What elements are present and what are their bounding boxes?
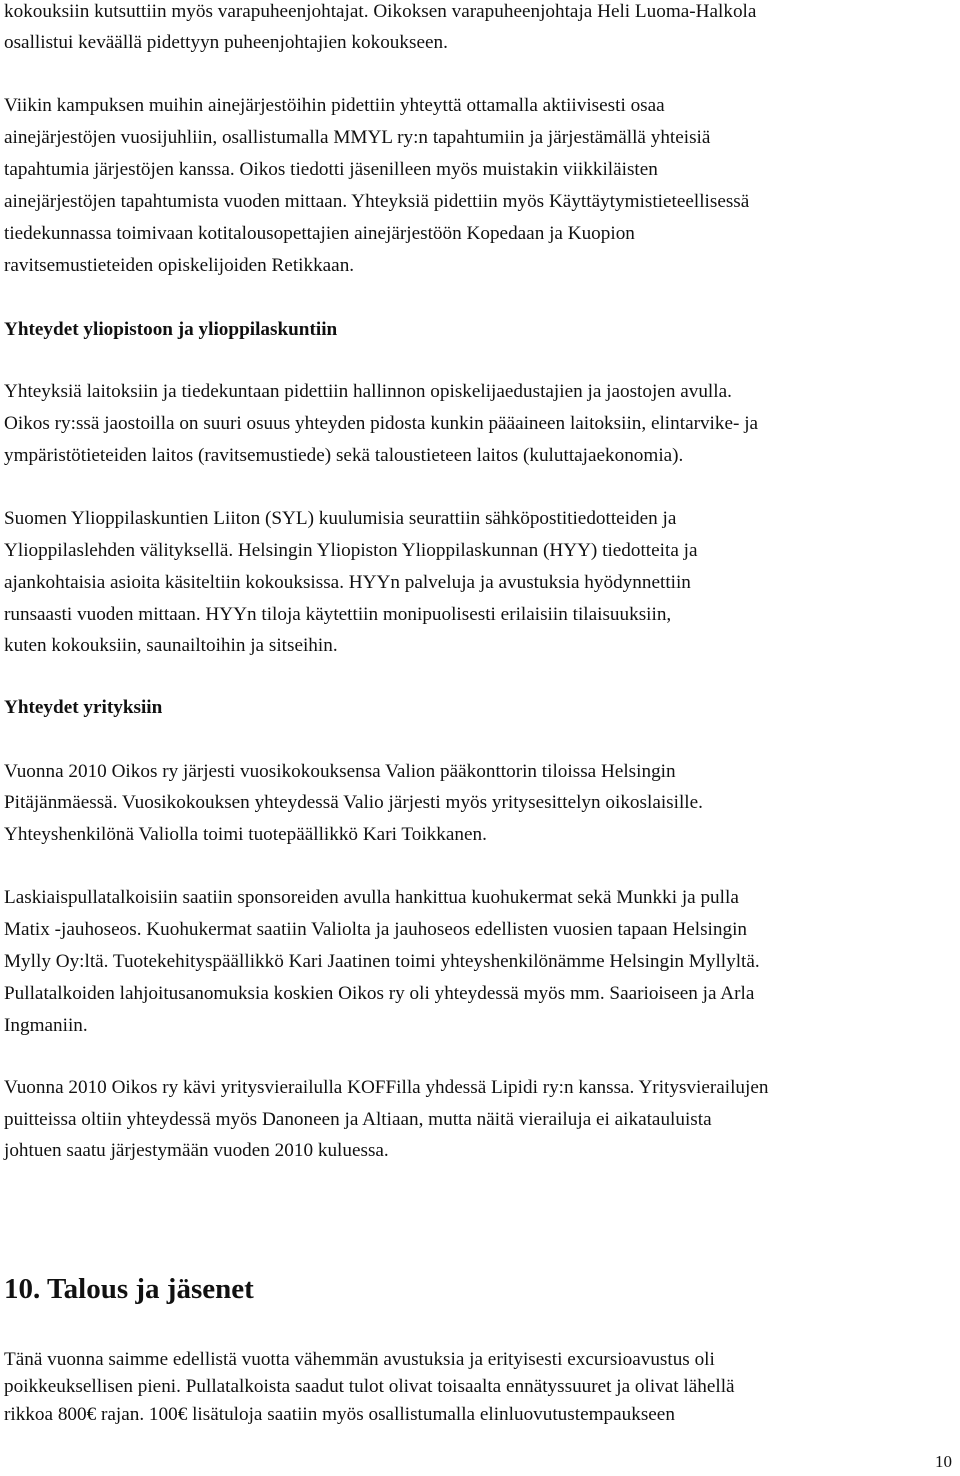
paragraph-line: ravitsemustieteiden opiskelijoiden Retikkaan. [4,255,355,276]
paragraph-line: kuten kokouksiin, saunailtoihin ja sitseihin. [4,635,338,656]
paragraph-line: Laskiaispullatalkoisiin saatiin sponsoreiden avulla hankittua kuohukermat sekä Munkki ja pulla [4,887,739,908]
paragraph-line: tapahtumia järjestöjen kanssa. Oikos tiedotti jäsenilleen myös muistakin viikkiläisten [4,159,658,180]
paragraph-line: osallistui keväällä pidettyyn puheenjohtajien kokoukseen. [4,32,448,53]
paragraph-line: tiedekunnassa toimivaan kotitalousopettajien ainejärjestöön Kopedaan ja Kuopion [4,223,635,244]
paragraph-line: Pitäjänmäessä. Vuosikokouksen yhteydessä Valio järjesti myös yritysesittelyn oikoslaisille. [4,792,703,813]
paragraph-line: Suomen Ylioppilaskuntien Liiton (SYL) kuulumisia seurattiin sähköpostitiedotteiden ja [4,508,677,529]
paragraph-line: puitteissa oltiin yhteydessä myös Danoneen ja Altiaan, mutta näitä vierailuja ei aikatauluista [4,1109,712,1130]
paragraph-line: Ingmaniin. [4,1015,88,1036]
paragraph-line: kokouksiin kutsuttiin myös varapuheenjohtajat. Oikoksen varapuheenjohtaja Heli Luoma-Halkola [4,1,757,22]
paragraph-line: Viikin kampuksen muihin ainejärjestöihin pidettiin yhteyttä ottamalla aktiivisesti osaa [4,95,665,116]
paragraph-line: Matix -jauhoseos. Kuohukermat saatiin Valiolta ja jauhoseos edellisten vuosien tapaan Helsingin [4,919,747,940]
paragraph-line: ajankohtaisia asioita käsiteltiin kokouksissa. HYYn palveluja ja avustuksia hyödynnettiin [4,572,691,593]
page-number: 10 [935,1452,952,1471]
paragraph-line: Yhteyshenkilönä Valiolla toimi tuotepäällikkö Kari Toikkanen. [4,824,487,845]
paragraph-line: Tänä vuonna saimme edellistä vuotta vähemmän avustuksia ja erityisesti excursioavustus oli [4,1349,715,1370]
paragraph-line: Pullatalkoiden lahjoitusanomuksia koskien Oikos ry oli yhteydessä myös mm. Saarioiseen ja Arla [4,983,755,1004]
section-heading: Yhteydet yrityksiin [4,697,163,718]
paragraph-line: rikkoa 800€ rajan. 100€ lisätuloja saatiin myös osallistumalla elinluovutustempaukseen [4,1404,675,1425]
paragraph-line: Oikos ry:ssä jaostoilla on suuri osuus yhteyden pidosta kunkin pääaineen laitoksiin, elintarvike- ja [4,413,759,434]
paragraph-line: ainejärjestöjen tapahtumista vuoden mittaan. Yhteyksiä pidettiin myös Käyttäytymistieteellisessä [4,191,750,212]
paragraph-line: Yhteyksiä laitoksiin ja tiedekuntaan pidettiin hallinnon opiskelijaedustajien ja jaostojen avulla. [4,381,732,402]
chapter-heading: 10. Talous ja jäsenet [4,1273,254,1305]
paragraph-line: johtuen saatu järjestymään vuoden 2010 kuluessa. [4,1140,389,1161]
section-heading: Yhteydet yliopistoon ja ylioppilaskuntiin [4,319,338,340]
paragraph-line: runsaasti vuoden mittaan. HYYn tiloja käytettiin monipuolisesti erilaisiin tilaisuuksiin, [4,604,672,625]
paragraph-line: Vuonna 2010 Oikos ry järjesti vuosikokouksensa Valion pääkonttorin tiloissa Helsingin [4,761,676,782]
paragraph-line: ympäristötieteiden laitos (ravitsemustiede) sekä taloustieteen laitos (kuluttajaekonomia). [4,445,684,466]
paragraph-line: ainejärjestöjen vuosijuhliin, osallistumalla MMYL ry:n tapahtumiin ja järjestämällä yhteisiä [4,127,711,148]
paragraph-line: Ylioppilaslehden välityksellä. Helsingin Yliopiston Ylioppilaskunnan (HYY) tiedotteita ja [4,540,698,561]
paragraph-line: Vuonna 2010 Oikos ry kävi yritysvierailulla KOFFilla yhdessä Lipidi ry:n kanssa. Yritysvierailujen [4,1077,769,1098]
paragraph-line: poikkeuksellisen pieni. Pullatalkoista saadut tulot olivat toisaalta ennätyssuuret ja olivat lähellä [4,1376,735,1397]
paragraph-line: Mylly Oy:ltä. Tuotekehityspäällikkö Kari Jaatinen toimi yhteyshenkilönämme Helsingin Myllyltä. [4,951,760,972]
